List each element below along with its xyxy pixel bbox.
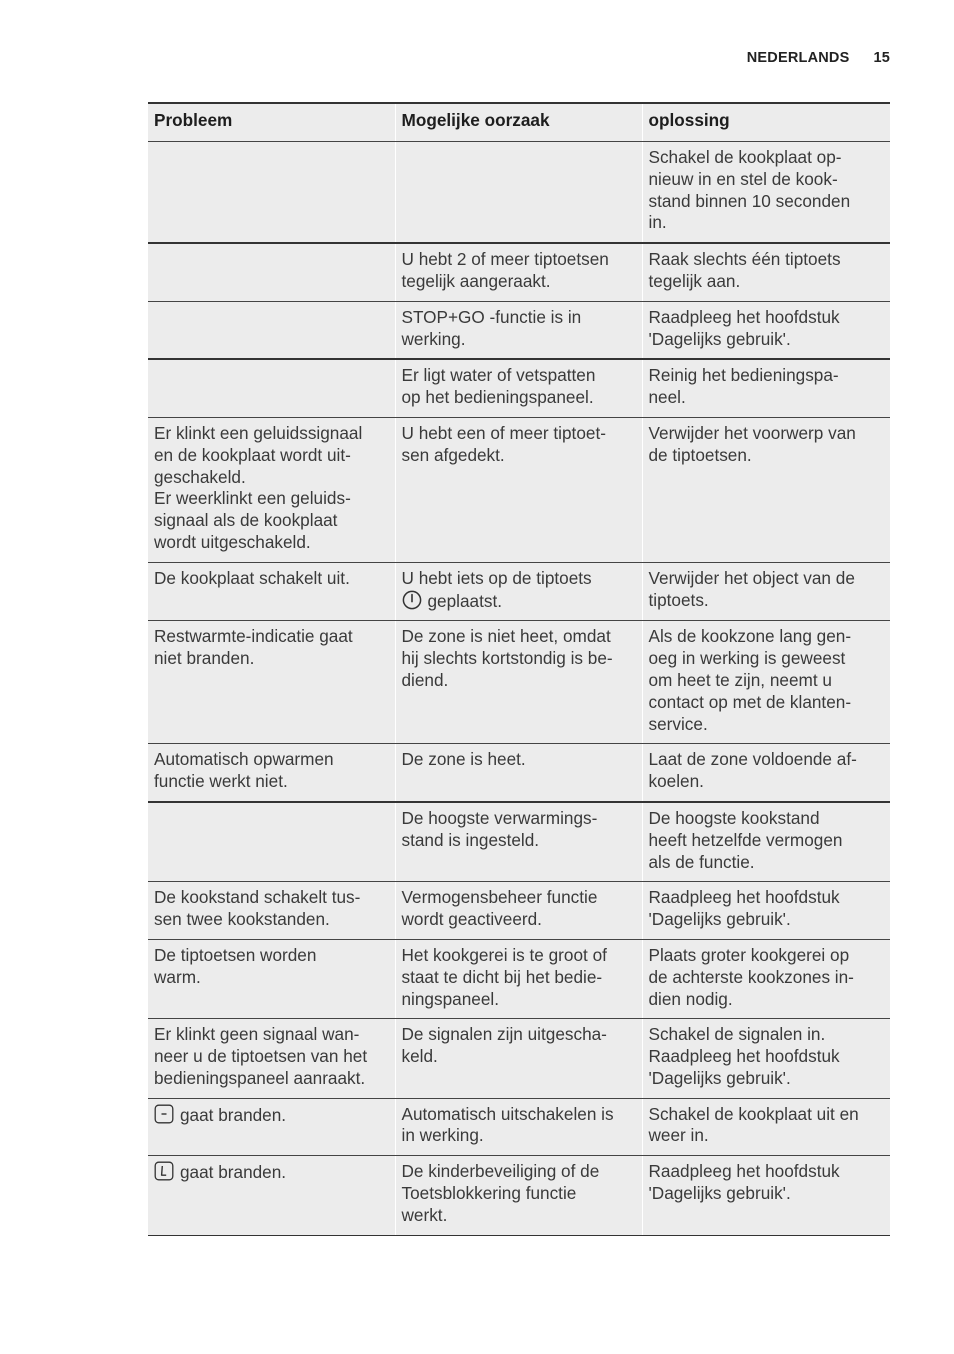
cell-problem [148, 243, 395, 301]
header-language: NEDERLANDS [746, 50, 850, 66]
cell-problem: Er klinkt een geluidssignaal en de kookplaat wordt uit- geschakeld. Er weerklinkt een geluids- signaal als de kookplaat wordt uitgeschakeld. [148, 417, 395, 562]
cell-cause: De zone is heet. [395, 744, 642, 802]
cell-problem: De kookstand schakelt tus- sen twee kookstanden. [148, 882, 395, 940]
header-problem: Probleem [148, 103, 395, 142]
cell-problem [148, 802, 395, 882]
cause-text-line2: geplaatst. [427, 590, 503, 611]
table-row [148, 1098, 890, 1156]
cell-solution: Schakel de kookplaat op- nieuw in en stel de kook- stand binnen 10 seconden in. [642, 142, 890, 244]
troubleshooting-table [148, 102, 890, 1236]
cell-solution: De hoogste kookstand heeft hetzelfde vermogen als de functie. [642, 802, 890, 882]
cell-solution: Plaats groter kookgerei op de achterste kookzones in- dien nodig. [642, 939, 890, 1018]
cell-solution: Raadpleeg het hoofdstuk 'Dagelijks gebruik'. [642, 1156, 890, 1235]
cell-solution: Raadpleeg het hoofdstuk 'Dagelijks gebruik'. [642, 882, 890, 940]
cell-solution: Verwijder het voorwerp van de tiptoetsen. [642, 417, 890, 562]
table-row [148, 1156, 890, 1235]
cell-solution: Raak slechts één tiptoets tegelijk aan. [642, 243, 890, 301]
cell-solution: Schakel de kookplaat uit en weer in. [642, 1098, 890, 1156]
cell-solution: Raadpleeg het hoofdstuk 'Dagelijks gebruik'. [642, 301, 890, 359]
table-row [148, 243, 890, 301]
cell-cause: U hebt een of meer tiptoet- sen afgedekt. [395, 417, 642, 562]
cause-text-line1: U hebt iets op de tiptoets [401, 567, 592, 588]
cell-cause: U hebt 2 of meer tiptoetsen tegelijk aangeraakt. [395, 243, 642, 301]
page-number: 15 [873, 50, 890, 66]
cell-cause: De signalen zijn uitgescha- keld. [395, 1019, 642, 1098]
page-header [747, 50, 890, 66]
cell-problem [148, 1098, 395, 1156]
cell-solution: Reinig het bedieningspa- neel. [642, 359, 890, 417]
lock-L-display-icon [154, 1161, 174, 1181]
problem-text: gaat branden. [180, 1162, 287, 1183]
problem-text: gaat branden. [180, 1104, 287, 1125]
cell-cause [395, 142, 642, 244]
header-cause: Mogelijke oorzaak [395, 103, 642, 142]
table-row [148, 1019, 890, 1098]
cell-solution: Als de kookzone lang gen- oeg in werking is geweest om heet te zijn, neemt u contact op met de klanten- service. [642, 621, 890, 744]
table-row [148, 417, 890, 562]
table-header-row [148, 103, 890, 142]
table-row [148, 562, 890, 621]
table-row [148, 744, 890, 802]
cell-cause: De zone is niet heet, omdat hij slechts kortstondig is be- diend. [395, 621, 642, 744]
cell-cause: Er ligt water of vetspatten op het bedieningspaneel. [395, 359, 642, 417]
header-solution: oplossing [642, 103, 890, 142]
table-row [148, 802, 890, 882]
cell-cause: De kinderbeveiliging of de Toetsblokkering functie werkt. [395, 1156, 642, 1235]
table-row [148, 882, 890, 940]
cell-cause: STOP+GO -functie is in werking. [395, 301, 642, 359]
cell-solution: Schakel de signalen in. Raadpleeg het hoofdstuk 'Dagelijks gebruik'. [642, 1019, 890, 1098]
cell-problem: De kookplaat schakelt uit. [148, 562, 395, 621]
table-row [148, 142, 890, 244]
cell-problem: Er klinkt geen signaal wan- neer u de tiptoetsen van het bedieningspaneel aanraakt. [148, 1019, 395, 1098]
table-row [148, 939, 890, 1018]
dash-display-icon [154, 1104, 174, 1124]
cell-cause [395, 562, 642, 621]
cell-cause: Automatisch uitschakelen is in werking. [395, 1098, 642, 1156]
cell-problem [148, 359, 395, 417]
cell-cause: Het kookgerei is te groot of staat te dicht bij het bedie- ningspaneel. [395, 939, 642, 1018]
cell-problem [148, 1156, 395, 1235]
cell-problem [148, 142, 395, 244]
table-row [148, 621, 890, 744]
cell-problem: Restwarmte-indicatie gaat niet branden. [148, 621, 395, 744]
cell-problem: Automatisch opwarmen functie werkt niet. [148, 744, 395, 802]
cell-cause: Vermogensbeheer functie wordt geactiveerd. [395, 882, 642, 940]
cell-problem [148, 301, 395, 359]
cell-cause: De hoogste verwarmings- stand is ingesteld. [395, 802, 642, 882]
power-icon [402, 590, 422, 610]
table-row [148, 359, 890, 417]
cell-solution: Laat de zone voldoende af- koelen. [642, 744, 890, 802]
table-row [148, 301, 890, 359]
cell-problem: De tiptoetsen worden warm. [148, 939, 395, 1018]
cell-solution: Verwijder het object van de tiptoets. [642, 562, 890, 621]
